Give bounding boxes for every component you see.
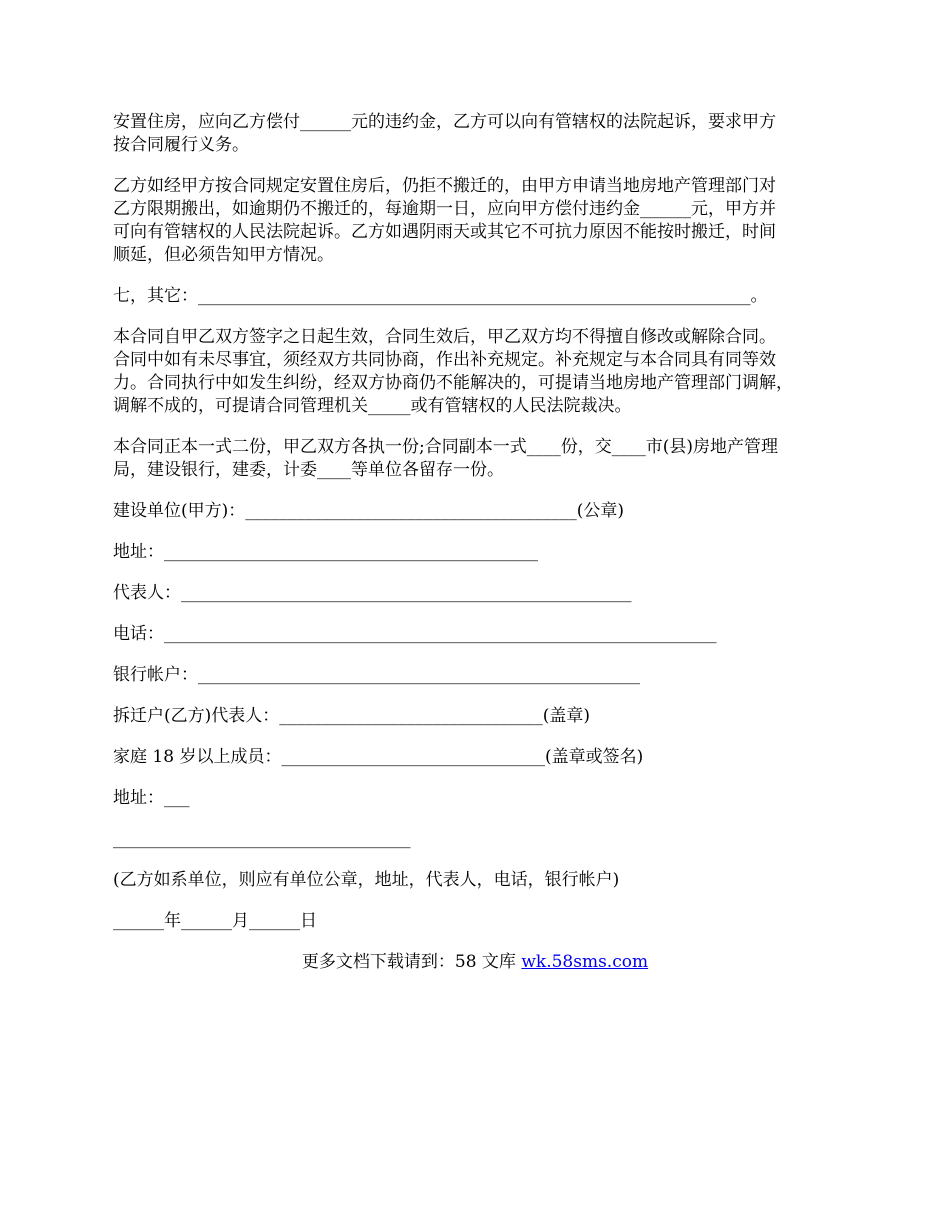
text-line: 局，建设银行，建委，计委____等单位各留存一份。 (113, 460, 504, 480)
unit-note: (乙方如系单位，则应有单位公章，地址，代表人，电话，银行帐户) (113, 870, 620, 890)
text-line: 本合同自甲乙双方签字之日起生效，合同生效后，甲乙双方均不得擅自修改或解除合同。 (113, 327, 776, 347)
family-members-line: 家庭 18 岁以上成员：_______________________________(盖章或签名) (113, 747, 644, 767)
paragraph-copies (113, 436, 853, 482)
text-line: 乙方限期搬出，如逾期仍不搬迁的，每逾期一日，应向甲方偿付违约金______元，甲方并 (113, 199, 776, 219)
document-page (113, 111, 853, 974)
paragraph-effectiveness (113, 326, 853, 418)
text-line: 按合同履行义务。 (113, 135, 249, 155)
date-line: ______年______月______日 (113, 911, 317, 931)
text-line: 合同中如有未尽事宜，须经双方共同协商，作出补充规定。补充规定与本合同具有同等效 (113, 350, 776, 370)
builder-signature-line: 建设单位(甲方)：_______________________________________(公章) (113, 501, 625, 521)
footer-link[interactable]: wk.58sms.com (521, 952, 649, 972)
address-line-2: 地址：___ (113, 788, 190, 808)
text-line: 安置住房，应向乙方偿付______元的违约金，乙方可以向有管辖权的法院起诉，要求甲方 (113, 112, 776, 132)
relocatee-signature-line: 拆迁户(乙方)代表人：_______________________________(盖章) (113, 706, 591, 726)
representative-line: 代表人：_____________________________________________________ (113, 583, 632, 603)
clause-other: 七，其它：_________________________________________________________________。 (113, 286, 768, 306)
paragraph-relocation-refusal (113, 175, 853, 267)
footer-text: 更多文档下载请到：58 文库 (301, 952, 522, 972)
bank-account-line: 银行帐户：____________________________________________________ (113, 665, 640, 685)
text-line: 乙方如经甲方按合同规定安置住房后，仍拒不搬迁的，由甲方申请当地房地产管理部门对 (113, 176, 776, 196)
address-line: 地址：____________________________________________ (113, 542, 538, 562)
blank-underline: ___________________________________ (113, 829, 411, 849)
text-line: 顺延，但必须告知甲方情况。 (113, 245, 334, 265)
text-line: 可向有管辖权的人民法院起诉。乙方如遇阴雨天或其它不可抗力原因不能按时搬迁，时间 (113, 222, 776, 242)
text-line: 调解不成的，可提请合同管理机关_____或有管辖权的人民法院裁决。 (113, 396, 632, 416)
phone-line: 电话：_________________________________________________________________ (113, 624, 717, 644)
paragraph-penalty-housing (113, 111, 853, 157)
footer (113, 951, 837, 974)
text-line: 力。合同执行中如发生纠纷，经双方协商仍不能解决的，可提请当地房地产管理部门调解， (113, 373, 793, 393)
text-line: 本合同正本一式二份，甲乙双方各执一份;合同副本一式____份，交____市(县)房地产管理 (113, 437, 778, 457)
